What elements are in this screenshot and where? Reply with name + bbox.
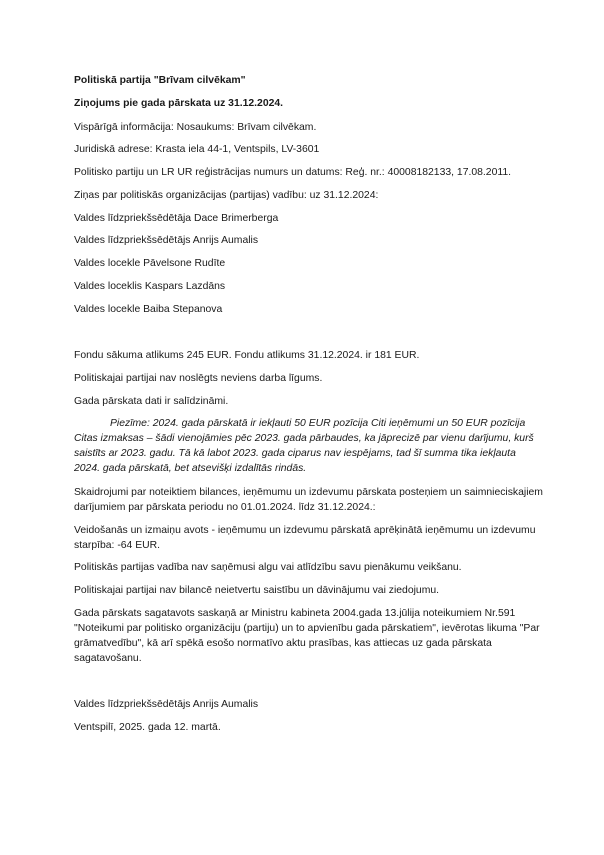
result-paragraph: Veidošanās un izmaiņu avots - ieņēmumu un izdevumu pārskatā aprēķinātā ieņēmumu un izdevumu starpība: -64 EUR. xyxy=(74,525,536,551)
regulation-paragraph: Gada pārskats sagatavots saskaņā ar Ministru kabineta 2004.gada 13.jūlija noteikumiem Nr.591 "Noteikumi par politisko organizāciju (partiju) un to apvienību gada pārskatiem", ievērotas likuma "Par grāmatvedību", kā arī spēkā esošo normatīvo aktu prasības, kas attiecas uz gada pārskata sagatavošanu. xyxy=(74,608,540,664)
board-member: Valdes līdzpriekšsēdētājs Anrijs Aumalis xyxy=(74,235,259,246)
explanations-paragraph: Skaidrojumi par noteiktiem bilances, ieņēmumu un izdevumu pārskata posteņiem un saimnieciskajiem darījumiem par pārskata periodu no 01.01.2024. līdz 31.12.2024.: xyxy=(74,487,543,513)
document-title: Politiskā partija "Brīvam cilvēkam" xyxy=(74,75,246,86)
legal-address: Juridiskā adrese: Krasta iela 44-1, Ventspils, LV-3601 xyxy=(74,144,320,155)
board-member: Valdes līdzpriekšsēdētāja Dace Brimerberga xyxy=(74,213,279,224)
signatory: Valdes līdzpriekšsēdētājs Anrijs Aumalis xyxy=(74,699,259,710)
note-paragraph xyxy=(74,416,536,476)
comparable-statement: Gada pārskata dati ir salīdzināmi. xyxy=(74,396,229,407)
board-member: Valdes locekle Pāvelsone Rudīte xyxy=(74,258,226,269)
funds-balance: Fondu sākuma atlikums 245 EUR. Fondu atlikums 31.12.2024. ir 181 EUR. xyxy=(74,350,420,361)
place-date: Ventspilī, 2025. gada 12. martā. xyxy=(74,722,221,733)
activity-header: Ziņas par politiskās organizācijas (partijas) vadību: uz 31.12.2024: xyxy=(74,190,379,201)
no-contracts-statement: Politiskajai partijai nav noslēgts neviens darba līgums. xyxy=(74,373,323,384)
board-member: Valdes loceklis Kaspars Lazdāns xyxy=(74,281,226,292)
no-obligations-statement: Politiskajai partijai nav bilancē neietvertu saistību un dāvinājumu vai ziedojumu. xyxy=(74,585,440,596)
no-salary-statement: Politiskās partijas vadība nav saņēmusi algu vai atlīdzību savu pienākumu veikšanu. xyxy=(74,562,462,573)
note-text: Piezīme: 2024. gada pārskatā ir iekļauti 50 EUR pozīcija Citi ieņēmumi un 50 EUR pozīcija Citas izmaksas – šādi vienojāmies pēc 2023. gada pārbaudes, ka jāprecizē par vienu darījumu, kurš saistīts ar 2023. gadu. Tā kā labot 2023. gada ciparus nav iespējams, tad šī summa tika iekļauta 2024. gada pārskatā, bet atsevišķi izdalītās rindās. xyxy=(74,418,534,474)
board-member: Valdes locekle Baiba Stepanova xyxy=(74,304,223,315)
registration-info: Politisko partiju un LR UR reģistrācijas numurs un datums: Reģ. nr.: 40008182133, 17.08.2011. xyxy=(74,167,512,178)
report-subtitle: Ziņojums pie gada pārskata uz 31.12.2024. xyxy=(74,98,284,109)
general-info: Vispārīgā informācija: Nosaukums: Brīvam cilvēkam. xyxy=(74,122,317,133)
